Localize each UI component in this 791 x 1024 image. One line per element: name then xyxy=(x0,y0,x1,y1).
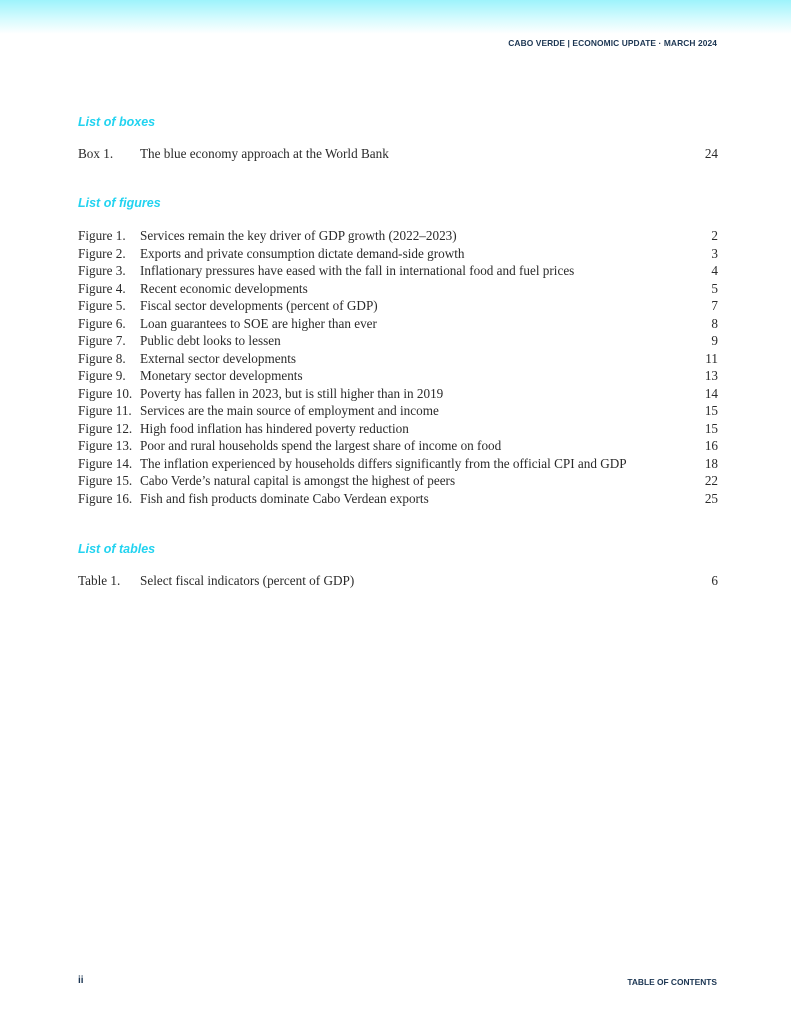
toc-entry-figure-6[interactable] xyxy=(78,315,718,333)
entry-page-number: 9 xyxy=(711,333,718,348)
toc-entry-figure-11[interactable] xyxy=(78,402,718,420)
entry-page-number: 15 xyxy=(704,420,718,436)
entry-page-number: 14 xyxy=(704,385,718,401)
entry-page-number: 6 xyxy=(711,573,718,588)
entry-label: Figure 13. xyxy=(78,438,133,453)
entry-title: Exports and private consumption dictate demand-side growth xyxy=(140,245,465,261)
toc-entry-figure-1[interactable] xyxy=(78,227,718,245)
toc-entry-figure-8[interactable] xyxy=(78,350,718,368)
entry-label: Figure 12. xyxy=(78,420,133,436)
entry-label: Figure 10. xyxy=(78,385,133,401)
entry-page-number: 5 xyxy=(711,280,718,296)
entry-title: Select fiscal indicators (percent of GDP) xyxy=(140,573,355,588)
toc-entry-figure-7[interactable] xyxy=(78,332,718,350)
entry-page-number: 8 xyxy=(711,315,718,331)
running-head: CABO VERDE | ECONOMIC UPDATE · MARCH 2024 xyxy=(508,38,717,48)
entry-label: Figure 6. xyxy=(78,315,126,331)
entry-page-number: 25 xyxy=(704,490,718,506)
entry-page-number: 16 xyxy=(704,438,718,453)
entry-page-number: 2 xyxy=(711,228,718,243)
entry-page-number: 24 xyxy=(704,146,718,161)
header-gradient-band xyxy=(0,0,791,34)
entry-page-number: 7 xyxy=(711,298,718,313)
entry-title: Monetary sector developments xyxy=(140,368,303,383)
toc-entry-figure-15[interactable] xyxy=(78,472,718,490)
entry-title: External sector developments xyxy=(140,350,296,366)
entry-page-number: 13 xyxy=(704,368,718,383)
entry-label: Figure 14. xyxy=(78,455,133,471)
boxes-list xyxy=(78,145,718,163)
entry-page-number: 11 xyxy=(705,350,718,366)
entry-label: Figure 3. xyxy=(78,263,126,278)
entry-label: Box 1. xyxy=(78,146,114,161)
entry-title: Poor and rural households spend the largest share of income on food xyxy=(140,438,502,453)
entry-title: Services are the main source of employment and income xyxy=(140,403,439,418)
entry-label: Figure 4. xyxy=(78,280,126,296)
toc-entry-figure-4[interactable] xyxy=(78,280,718,298)
entry-label: Figure 16. xyxy=(78,490,133,506)
entry-title: The inflation experienced by households differs significantly from the official CPI and GDP xyxy=(140,455,627,471)
toc-entry-figure-3[interactable] xyxy=(78,262,718,280)
footer-section-label: TABLE OF CONTENTS xyxy=(627,977,717,987)
toc-entry-figure-16[interactable] xyxy=(78,490,718,508)
entry-label: Figure 1. xyxy=(78,228,126,243)
toc-entry-figure-12[interactable] xyxy=(78,420,718,438)
page-folio: ii xyxy=(78,975,84,986)
entry-title: Fish and fish products dominate Cabo Verdean exports xyxy=(140,490,429,506)
list-of-boxes-heading: List of boxes xyxy=(78,115,156,129)
toc-entry-figure-2[interactable] xyxy=(78,245,718,263)
entry-title: Fiscal sector developments (percent of GDP) xyxy=(140,298,378,313)
tables-list xyxy=(78,572,718,590)
list-of-tables-heading: List of tables xyxy=(78,542,156,556)
entry-title: Inflationary pressures have eased with the fall in international food and fuel prices xyxy=(140,263,575,278)
entry-title: Services remain the key driver of GDP growth (2022–2023) xyxy=(140,228,457,243)
entry-label: Figure 7. xyxy=(78,333,126,348)
entry-title: Recent economic developments xyxy=(140,280,308,296)
toc-entry-table-1[interactable] xyxy=(78,572,718,590)
figures-list xyxy=(78,227,718,507)
entry-title: Public debt looks to lessen xyxy=(140,333,281,348)
toc-entry-figure-14[interactable] xyxy=(78,455,718,473)
entry-page-number: 4 xyxy=(711,263,718,278)
entry-label: Figure 15. xyxy=(78,473,133,488)
entry-title: Poverty has fallen in 2023, but is still higher than in 2019 xyxy=(140,385,444,401)
entry-label: Figure 2. xyxy=(78,245,126,261)
entry-title: Cabo Verde’s natural capital is amongst the highest of peers xyxy=(140,473,456,488)
list-of-figures-heading: List of figures xyxy=(78,196,161,210)
entry-label: Figure 9. xyxy=(78,368,126,383)
entry-page-number: 18 xyxy=(704,455,718,471)
entry-page-number: 3 xyxy=(711,245,718,261)
toc-entry-figure-5[interactable] xyxy=(78,297,718,315)
entry-label: Figure 5. xyxy=(78,298,126,313)
entry-title: The blue economy approach at the World Bank xyxy=(140,146,389,161)
entry-page-number: 15 xyxy=(704,403,718,418)
toc-entry-figure-9[interactable] xyxy=(78,367,718,385)
entry-label: Table 1. xyxy=(78,573,121,588)
toc-entry-figure-10[interactable] xyxy=(78,385,718,403)
toc-entry-figure-13[interactable] xyxy=(78,437,718,455)
entry-title: Loan guarantees to SOE are higher than ever xyxy=(140,315,377,331)
toc-entry-box-1[interactable] xyxy=(78,145,718,163)
entry-label: Figure 11. xyxy=(78,403,132,418)
entry-page-number: 22 xyxy=(704,473,718,488)
entry-title: High food inflation has hindered poverty reduction xyxy=(140,420,409,436)
entry-label: Figure 8. xyxy=(78,350,126,366)
